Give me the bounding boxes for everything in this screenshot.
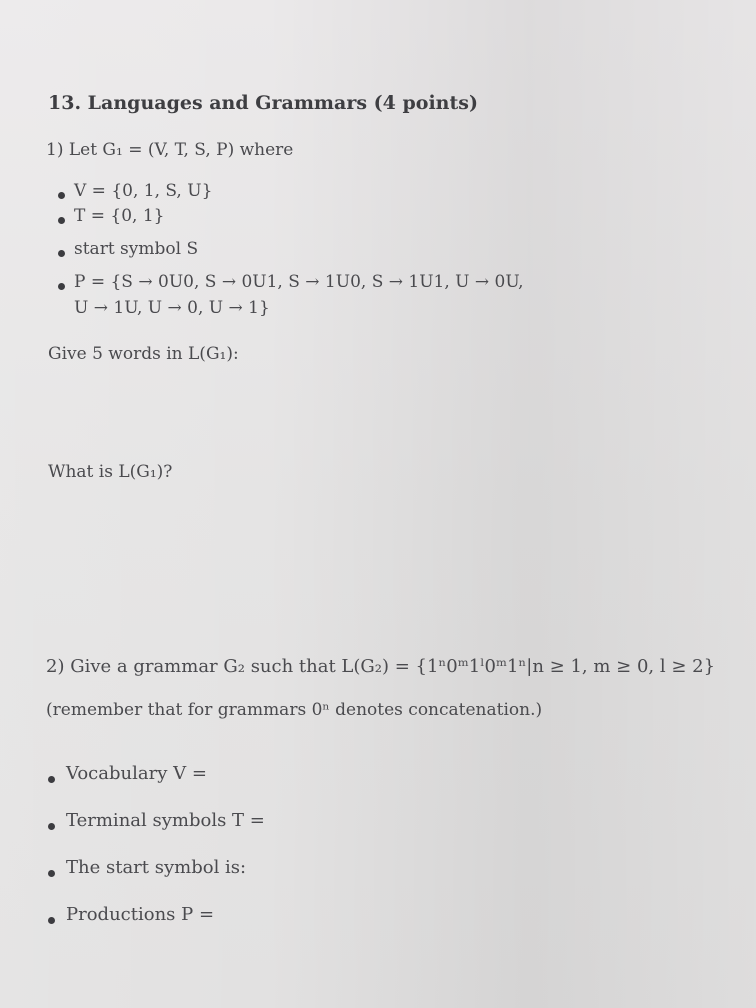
question-title: 13. Languages and Grammars (4 points) bbox=[48, 92, 478, 114]
part2-bullet-start-symbol: The start symbol is: bbox=[66, 857, 247, 878]
bullet-dot bbox=[48, 776, 55, 783]
part1-what-is: What is L(G₁)? bbox=[48, 462, 173, 482]
part1-productions-line2: U → 1U, U → 0, U → 1} bbox=[74, 298, 270, 318]
part2-question: 2) Give a grammar G₂ such that L(G₂) = {1ⁿ0ᵐ1ˡ0ᵐ1ⁿ|n ≥ 1, m ≥ 0, l ≥ 2} bbox=[46, 656, 716, 677]
part2-bullet-terminals: Terminal symbols T = bbox=[66, 810, 265, 831]
bullet-dot bbox=[58, 283, 65, 290]
part1-give-words: Give 5 words in L(G₁): bbox=[48, 344, 239, 364]
part1-bullet-start-symbol: start symbol S bbox=[74, 239, 199, 259]
part1-bullet-terminals: T = {0, 1} bbox=[74, 206, 165, 226]
part2-note: (remember that for grammars 0ⁿ denotes concatenation.) bbox=[46, 700, 543, 720]
bullet-dot bbox=[48, 917, 55, 924]
bullet-dot bbox=[58, 217, 65, 224]
part1-bullet-vocabulary: V = {0, 1, S, U} bbox=[74, 181, 213, 201]
part2-bullet-productions: Productions P = bbox=[66, 904, 215, 925]
bullet-dot bbox=[58, 250, 65, 257]
bullet-dot bbox=[48, 823, 55, 830]
part1-intro: 1) Let G₁ = (V, T, S, P) where bbox=[46, 140, 294, 160]
bullet-dot bbox=[48, 870, 55, 877]
bullet-dot bbox=[58, 192, 65, 199]
part2-bullet-vocabulary: Vocabulary V = bbox=[66, 763, 207, 784]
part1-bullet-productions: P = {S → 0U0, S → 0U1, S → 1U0, S → 1U1, U → 0U, bbox=[74, 272, 524, 292]
